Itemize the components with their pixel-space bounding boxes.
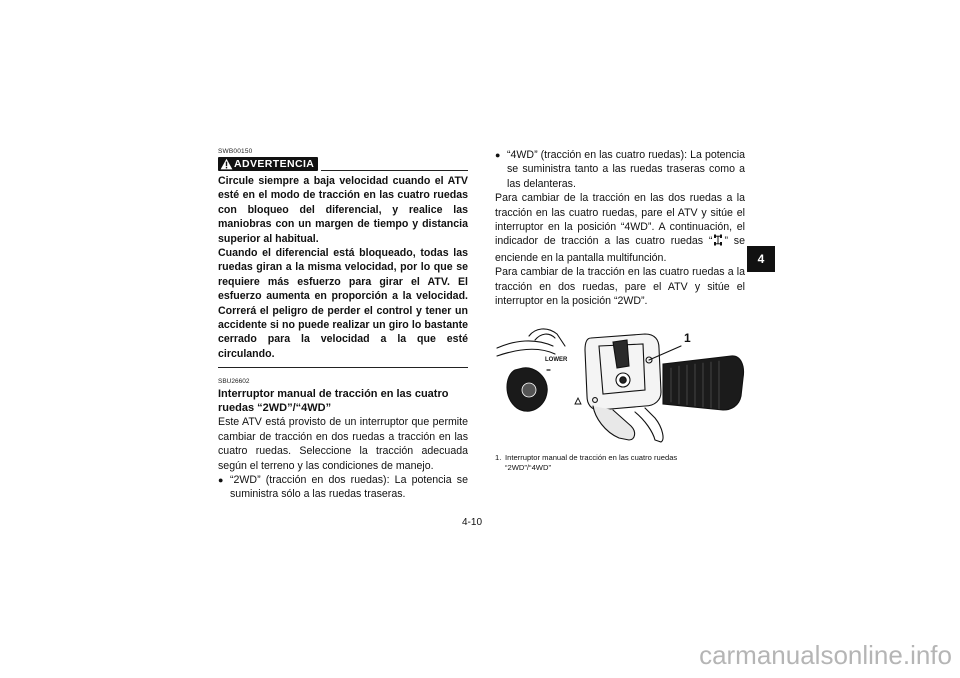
warning-text: Circule siempre a baja velocidad cuando el ATV esté en el modo de tracción en las cuatro ruedas con bloqueo del diferencial, y realice las maniobras con un margen de tiempo y distancia superior al habitual.: [218, 175, 468, 245]
caption-text: [505, 453, 677, 473]
paragraph-2wd-to-4wd-a: Para cambiar de la tracción en las dos ruedas a la tracción en las cuatro ruedas, pare el ATV y sitúe el interruptor en la posición “4WD”. A continuación, el indicador de tracción a las cuatro ruedas “: [495, 192, 745, 248]
bullet-dot-icon: ●: [495, 150, 501, 160]
caption-line-2: “2WD”/“4WD”: [505, 463, 551, 473]
paragraph-2wd-to-4wd: [495, 191, 745, 265]
page-number: 4-10: [462, 517, 483, 528]
caption-number: 1.: [495, 453, 502, 463]
bullet-dot-icon: ●: [218, 474, 224, 485]
lower-label: LOWER: [545, 357, 568, 364]
bullet-4wd: [495, 148, 745, 191]
right-column: [495, 148, 745, 473]
warning-code: SWB00150: [218, 148, 253, 155]
intro-paragraph: Este ATV está provisto de un interruptor que permite cambiar de tracción en dos ruedas a tracción en las cuatro ruedas. Seleccione la tracción adecuada según el terreno y las condiciones de manejo.: [218, 416, 468, 472]
figure-caption: [495, 453, 745, 473]
bullet-2wd-text: “2WD” (tracción en dos ruedas): La potencia se suministra sólo a las ruedas traseras.: [230, 473, 468, 501]
switch-figure: [495, 320, 745, 448]
paragraph-2wd-to-4wd-b: ” se enciende en la pantalla multifunción.: [495, 235, 745, 264]
warning-rule: [321, 170, 468, 171]
watermark: carmanualsonline.info: [699, 640, 952, 670]
left-column: [218, 148, 468, 502]
warning-triangle-icon: [218, 157, 234, 171]
warning-label: ADVERTENCIA: [234, 158, 315, 170]
section-code: SBU26602: [218, 378, 250, 386]
handlebar-switch-illustration: [495, 320, 745, 448]
chapter-tab: 4: [747, 246, 775, 272]
warning-header: [218, 157, 468, 171]
warning-text-2: Cuando el diferencial está bloqueado, todas las ruedas giran a la misma velocidad, por lo que se requiere más esfuerzo para girar el ATV. El esfuerzo aumenta en proporción a la velocidad. Correrá el peligro de perder el control y tener un accidente si no puede realizar un giro lo bastante cerrado para la velocidad a la que esté circulando.: [218, 247, 468, 360]
warning-badge: [218, 157, 318, 171]
bullet-2wd: [218, 473, 468, 502]
bullet-4wd-text: “4WD” (tracción en las cuatro ruedas): La potencia se suministra tanto a las ruedas traseras como a las delanteras.: [507, 149, 745, 190]
section-title: Interruptor manual de tracción en las cuatro ruedas “2WD”/“4WD”: [218, 388, 449, 415]
figure-callout-1: 1: [684, 331, 691, 346]
caption-line-1: Interruptor manual de tracción en las cuatro ruedas: [505, 453, 678, 463]
warning-end-rule: [218, 367, 468, 368]
paragraph-4wd-to-2wd: Para cambiar de la tracción en las cuatro ruedas a la tracción en dos ruedas, pare el ATV y sitúe el interruptor en la posición “2WD”.: [495, 266, 745, 308]
4wd-indicator-icon: [713, 234, 723, 250]
